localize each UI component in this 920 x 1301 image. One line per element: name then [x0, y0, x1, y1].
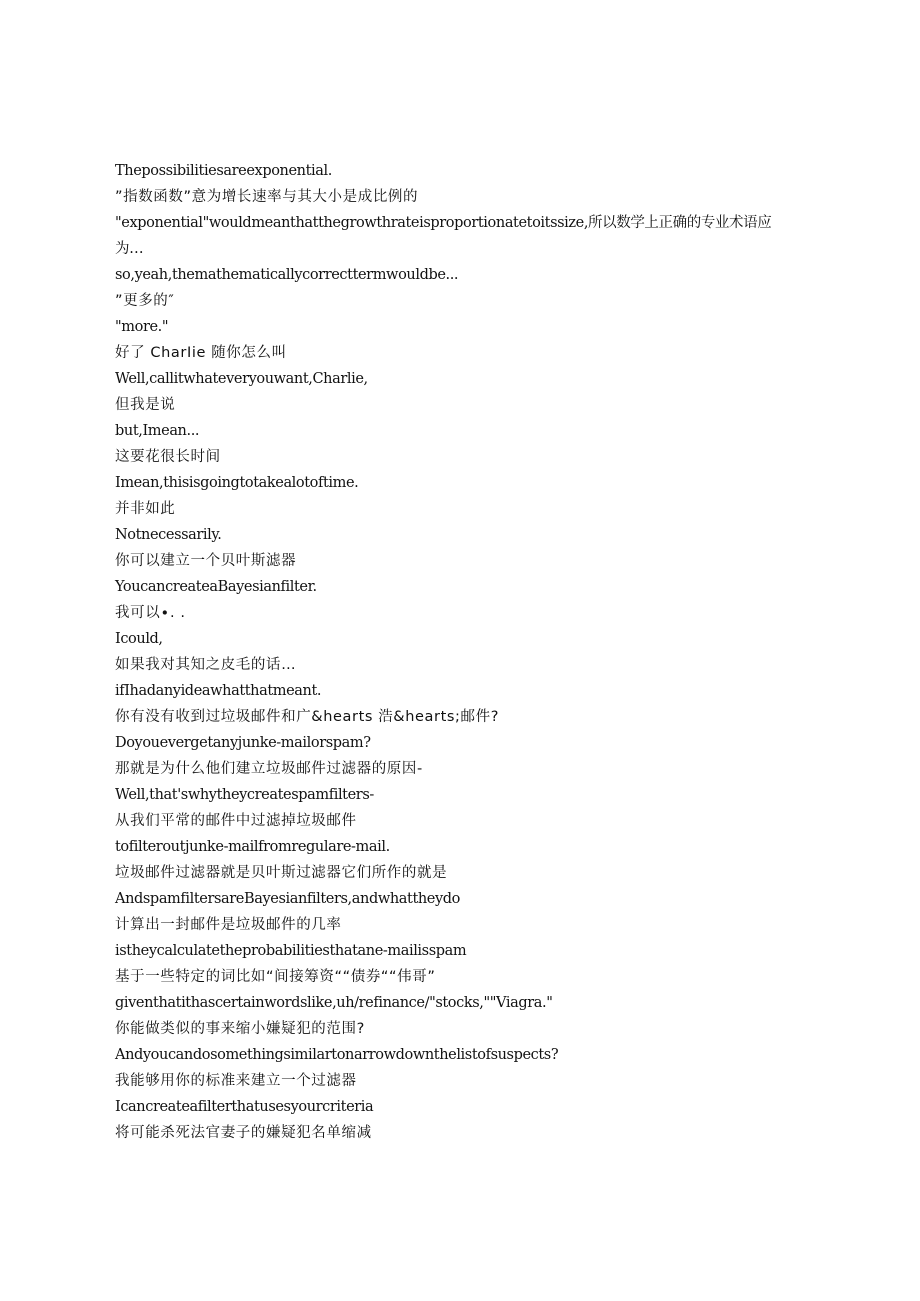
transcript-line-en: ifIhadanyideawhatthatmeant.: [115, 683, 322, 699]
transcript-line-en: Notnecessarily.: [115, 527, 222, 543]
transcript-line-en: Well,callitwhateveryouwant,Charlie,: [115, 371, 368, 387]
transcript-line-zh: 我可以∙. .: [115, 605, 186, 621]
transcript-line-zh: 垃圾邮件过滤器就是贝叶斯过滤器它们所作的就是: [115, 865, 448, 881]
transcript-line-en: Thepossibilitiesareexponential.: [115, 163, 332, 179]
transcript-line-en: YoucancreateaBayesianfilter.: [115, 579, 317, 595]
transcript-line-zh: 将可能杀死法官妻子的嫌疑犯名单缩减: [115, 1125, 372, 1141]
transcript-line-en: tofilteroutjunke-mailfromregulare-mail.: [115, 839, 390, 855]
transcript-line-en: Doyouevergetanyjunke-mailorspam?: [115, 735, 371, 751]
transcript-line-zh: ”更多的″: [115, 293, 175, 309]
transcript-line-en: Well,that'swhytheycreatespamfilters-: [115, 787, 374, 803]
transcript-line-zh: 你能做类似的事来缩小嫌疑犯的范围?: [115, 1021, 365, 1037]
transcript-line-en: Icancreateafilterthatusesyourcriteria: [115, 1099, 374, 1115]
transcript-line-en: "exponential"wouldmeanthatthegrowthrateisproportionatetoitssize,所以数学上正确的专业术语应为…: [115, 215, 772, 257]
transcript-line-en: istheycalculatetheprobabilitiesthatane-mailisspam: [115, 943, 467, 959]
transcript-line-zh: 并非如此: [115, 501, 176, 517]
transcript-line-en: but,Imean...: [115, 423, 200, 439]
transcript-line-zh: 计算出一封邮件是垃圾邮件的几率: [115, 917, 342, 933]
transcript-line-zh: 基于一些特定的词比如“间接筹资““债券““伟哥”: [115, 969, 436, 985]
transcript-line-zh: 那就是为什么他们建立垃圾邮件过滤器的原因-: [115, 761, 423, 777]
transcript-line-en: "more.": [115, 319, 169, 335]
transcript-line-zh: ”指数函数”意为增长速率与其大小是成比例的: [115, 189, 419, 205]
transcript-line-en: giventhatithascertainwordslike,uh∕refinance∕"stocks,""Viagra.": [115, 995, 553, 1011]
transcript-line-zh: 这要花很长时间: [115, 449, 221, 465]
transcript-line-zh: 你可以建立一个贝叶斯滤器: [115, 553, 297, 569]
transcript-line-zh: 你有没有收到过垃圾邮件和广&hearts 浩&hearts;邮件?: [115, 709, 499, 725]
transcript-line-zh: 我能够用你的标准来建立一个过滤器: [115, 1073, 357, 1089]
transcript-line-zh: 从我们平常的邮件中过滤掉垃圾邮件: [115, 813, 357, 829]
subtitle-transcript: [115, 158, 775, 1146]
transcript-line-en: AndspamfiltersareBayesianfilters,andwhattheydo: [115, 891, 460, 907]
transcript-line-zh: 但我是说: [115, 397, 176, 413]
transcript-line-en: so,yeah,themathematicallycorrecttermwouldbe...: [115, 267, 459, 283]
transcript-line-en: Icould,: [115, 631, 163, 647]
transcript-line-en: Imean,thisisgoingtotakealotoftime.: [115, 475, 359, 491]
transcript-line-en: Andyoucandosomethingsimilartonarrowdownthelistofsuspects?: [115, 1047, 559, 1063]
transcript-line-zh: 好了 CharIie 随你怎么叫: [115, 345, 287, 361]
transcript-line-zh: 如果我对其知之皮毛的话…: [115, 657, 297, 673]
